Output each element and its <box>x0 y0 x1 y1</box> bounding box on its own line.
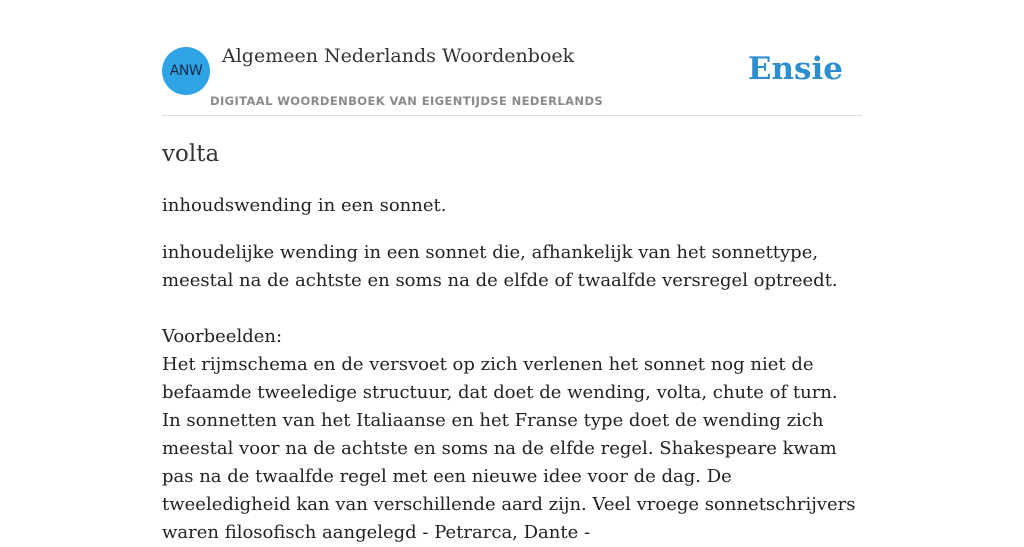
entry-content <box>162 136 862 547</box>
examples-label: Voorbeelden: <box>162 326 283 347</box>
short-definition: inhoudswending in een sonnet. <box>162 195 447 216</box>
entry-term: volta <box>162 141 220 167</box>
page <box>162 0 862 543</box>
anw-logo[interactable]: ANW <box>162 47 210 95</box>
header <box>162 0 862 116</box>
site-subtitle: DIGITAAL WOORDENBOEK VAN EIGENTIJDSE NEDERLANDS <box>210 94 604 108</box>
ensie-brand-logo[interactable]: Ensie <box>747 51 843 87</box>
site-title[interactable]: Algemeen Nederlands Woordenboek <box>222 45 575 67</box>
long-definition: inhoudelijke wending in een sonnet die, afhankelijk van het sonnettype, meestal na de achtste en soms na de elfde of twaalfde versregel optreedt. <box>162 242 838 291</box>
examples-text: Het rijmschema en de versvoet op zich verlenen het sonnet nog niet de befaamde tweeledige structuur, dat doet de wending, volta, chute of turn. In sonnetten van het Italiaanse en het Franse type doet de wending zich meestal voor na de achtste en soms na de elfde regel. Shakespeare kwam pas na de twaalfde regel met een nieuwe idee voor de dag. De tweeledigheid kan van verschillende aard zijn. Veel vroege sonnetschrijvers waren filosofisch aangelegd - Petrarca, Dante - <box>162 354 856 543</box>
